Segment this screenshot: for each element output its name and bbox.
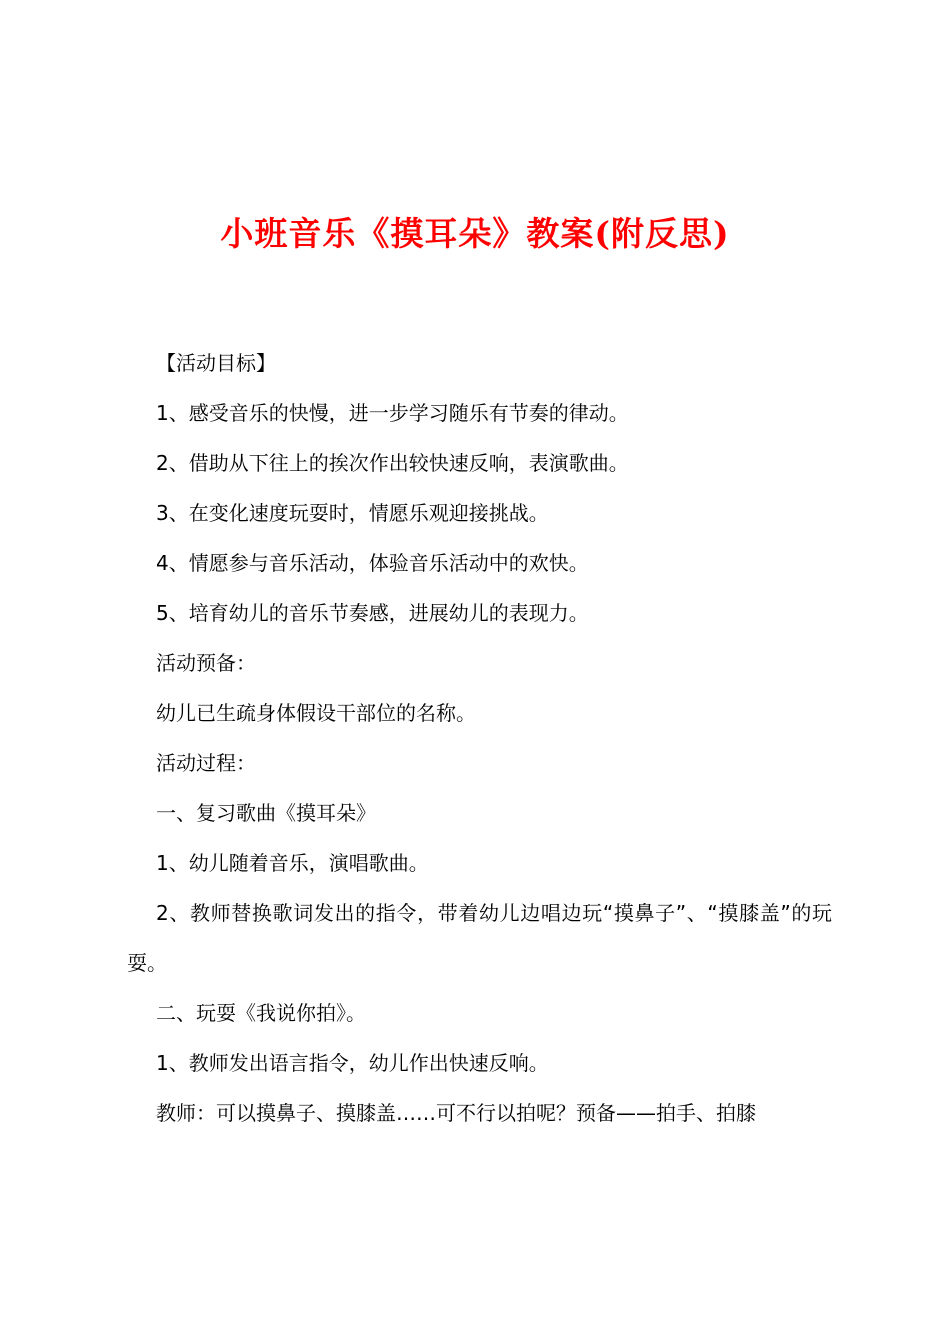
teacher-dialogue: 教师：可以摸鼻子、摸膝盖……可不行以拍呢？预备——拍手、拍膝 [156,1101,756,1125]
process-step-2-heading: 二、玩耍《我说你拍》。 [156,1001,366,1025]
process-step-1-item-2: 2、教师替换歌词发出的指令，带着幼儿边唱边玩“摸鼻子”、“摸膝盖”的玩耍。 [127,901,832,975]
section-heading-process: 活动过程： [156,751,256,775]
preparation-text: 幼儿已生疏身体假设干部位的名称。 [156,701,476,725]
process-step-1-item-1: 1、幼儿随着音乐，演唱歌曲。 [156,851,429,875]
process-step-2-item-1: 1、教师发出语言指令，幼儿作出快速反响。 [156,1051,549,1075]
section-heading-preparation: 活动预备： [156,651,256,675]
process-step-1-heading: 一、复习歌曲《摸耳朵》 [156,801,376,825]
document-title: 小班音乐《摸耳朵》教案(附反思) [220,214,730,253]
goal-item-1: 1、感受音乐的快慢，进一步学习随乐有节奏的律动。 [156,401,629,425]
goal-item-3: 3、在变化速度玩耍时，情愿乐观迎接挑战。 [156,501,549,525]
goal-item-4: 4、情愿参与音乐活动，体验音乐活动中的欢快。 [156,551,589,575]
document-body [127,338,832,1138]
goal-item-5: 5、培育幼儿的音乐节奏感，进展幼儿的表现力。 [156,601,589,625]
section-heading-goals: 【活动目标】 [156,351,276,375]
goal-item-2: 2、借助从下往上的挨次作出较快速反响，表演歌曲。 [156,451,629,475]
